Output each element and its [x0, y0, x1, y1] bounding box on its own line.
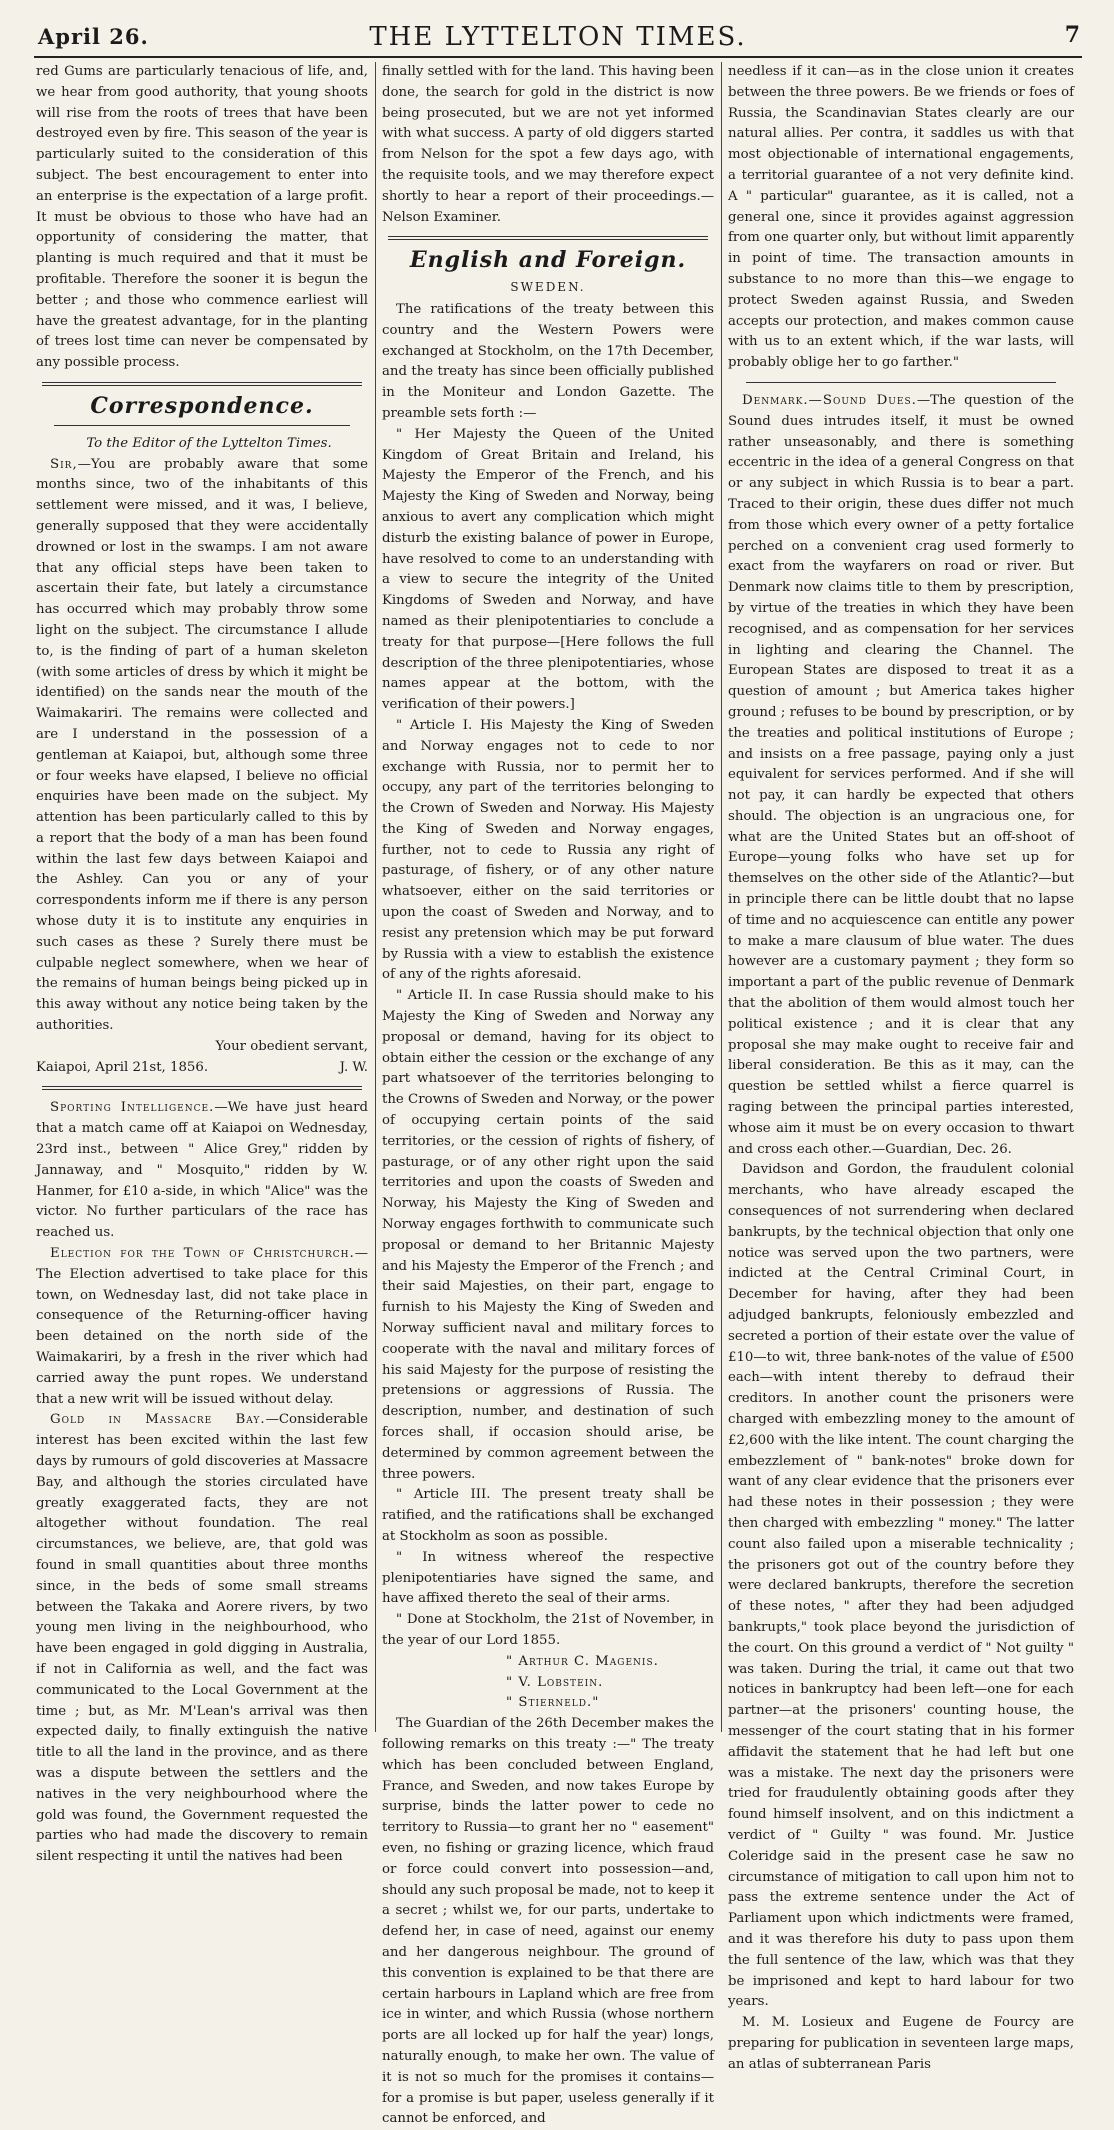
letter-salutation: Sir, — [50, 456, 78, 472]
treaty-witness: " In witness whereof the respective plenipotentiaries have signed the same, and have affixed thereto the seal of their arms. — [382, 1549, 714, 1607]
denmark-item — [728, 391, 1074, 1160]
treaty-preamble: " Her Majesty the Queen of the United Kingdom of Great Britain and Ireland, his Majesty the Emperor of the French, and his Majesty the King of Sweden and Norway, being anxious to avert any complication which might disturb the existing balance of power in Europe, have resolved to come to an understanding with a view to secure the integrity of the United Kingdoms of Sweden and Norway, and have named as their plenipotentiaries to conclude a treaty for that purpose—[Here follows the full description of the three plenipotentiaries, whose names appear at the bottom, with the verification of their powers.] — [382, 426, 714, 713]
column-3 — [728, 62, 1074, 2072]
denmark-heading: Denmark.—Sound Dues. — [742, 392, 917, 408]
ratification-text: The ratifications of the treaty between this country and the Western Powers were exchanged at Stockholm, on the 17th December, and the treaty has since been officially published in the Moniteur and London Gazette. The preamble sets forth :— — [382, 301, 714, 421]
letter-address: To the Editor of the Lyttelton Times. — [86, 435, 332, 451]
sporting-heading: Sporting Intelligence. — [50, 1100, 215, 1116]
section-rule — [388, 236, 708, 240]
gold-item-continued: finally settled with for the land. This having been done, the search for gold in the district is now being prosecuted, but we are not yet informed with what success. A party of old diggers started from Nelson for the spot a few days ago, with the requisite tools, and we may therefore expect shortly to hear a report of their proceedings.—Nelson Examiner. — [382, 64, 714, 225]
column-1 — [36, 62, 368, 1865]
guardian-remarks-continued: needless if it can—as in the close union it creates between the three powers. Be we friends or foes of Russia, the Scandinavian States clearly are our natural allies. Per contra, it saddles us with that most objectionable of international engagements, a territorial guarantee of a not very definite kind. A " particular" guarantee, as it is called, not a general one, since it provides against aggression from one quarter only, but without limit apparently in point of time. The transaction amounts in substance to no more than this—we engage to protect Sweden against Russia, and Sweden accepts our protection, and makes common cause with us to an extent which, if the war lasts, will probably oblige her to go farther." — [728, 64, 1074, 371]
election-item — [36, 1244, 368, 1410]
letter-closing: Your obedient servant, — [215, 1038, 368, 1054]
letter-body — [36, 455, 368, 1037]
davidson-gordon-item: Davidson and Gordon, the fraudulent colonial merchants, who have already escaped the consequences of not surrendering when declared bankrupts, by the technical objection that only one notice was served upon the two partners, were indicted at the Central Criminal Court, in December for having, after they had been adjudged bankrupts, feloniously embezzled and secreted a portion of their estate over the value of £10—to wit, three bank-notes of the value of £500 each—with intent thereby to defraud their creditors. In another count the prisoners were charged with embezzling money to the amount of £2,600 with the like intent. The count charging the embezzlement of " bank-notes" broke down for want of any clear evidence that the prisoners ever had these notes in their possession ; they were then charged with embezzling " money." The latter count also failed upon a miserable technicality ; the prisoners got out of the country before they were declared bankrupts, therefore the secretion of these notes, " after they had been adjudged bankrupts," took place beyond the jurisdiction of the court. On this ground a verdict of " Not guilty " was taken. During the trial, it came out that two notices in bankruptcy had been left—one for each partner—at the prisoners' counting house, the messenger of the court stating that in his former affidavit the statement that he had left but one was a mistake. The next day the prisoners were tried for fraudulently obtaining goods after they found himself insolvent, and on this indictment a verdict of " Guilty " was found. Mr. Justice Coleridge said in the present case he saw no circumstance of mitigation to call upon him not to pass the extreme sentence under the Act of Parliament upon which indictments were framed, and it was therefore his duty to pass upon them the full sentence of the law, which was that they be imprisoned and kept to hard labour for two years. — [728, 1162, 1074, 2010]
page-header — [30, 18, 1086, 52]
section-rule — [54, 425, 350, 426]
sporting-item — [36, 1098, 368, 1244]
election-text: —The Election advertised to take place for this town, on Wednesday last, did not take place in consequence of the Returning-officer having been detained on the north side of the Waimakariri, by a fresh in the river which had carried away the punt ropes. We understand that a new writ will be issued without delay. — [36, 1246, 368, 1407]
letter-initials: J. W. — [339, 1059, 368, 1075]
correspondence-heading: Correspondence. — [90, 392, 314, 419]
treaty-article-1: " Article I. His Majesty the King of Sweden and Norway engages not to cede to nor exchange with Russia, nor to permit her to occupy, any part of the territories belonging to the Crown of Sweden and Norway. His Majesty the King of Sweden and Norway engages, further, not to cede to Russia any right of pasturage, of fishery, or of any other nature whatsoever, either on the said territories or upon the coast of Sweden and Norway, and to resist any pretension which may be put forward by Russia with a view to establish the existence of any of the rights aforesaid. — [382, 717, 714, 983]
article-trees-text: red Gums are particularly tenacious of life, and, we hear from good authority, that young shoots will rise from the roots of trees that have been destroyed even by fire. This season of the year is particularly suited to the consideration of this subject. The best encouragement to enter into an enterprise is the expectation of a large profit. It must be obvious to those who have had an opportunity of considering the matter, that planting is much required and that it must be profitable. Therefore the sooner it is begun the better ; and those who commence earliest will have the greatest advantage, for in the planting of trees lost time can never be compensated by any possible process. — [36, 64, 368, 371]
english-foreign-heading: English and Foreign. — [409, 247, 687, 274]
section-rule — [42, 1086, 362, 1090]
letter-text: —You are probably aware that some months since, two of the inhabitants of this settlement were missed, and it was, I believe, generally supposed that they were accidentally drowned or lost in the swamps. I am not aware that any official steps have been taken to ascertain their fate, but lately a circumstance has occurred which may probably throw some light on the subject. The circumstance I allude to, is the finding of part of a human skeleton (with some articles of dress by which it might be identified) on the sands near the mouth of the Waimakariri. The remains were collected and are I understand in the possession of a gentleman at Kaiapoi, but, although some three or four weeks have elapsed, I believe no official enquiries have been made on the subject. My attention has been particularly called to this by a report that the body of a man has been found within the last few days between Kaiapoi and the Ashley. Can you or any of your correspondents inform me if there is any person whose duty it is to institute any enquiries in such cases as these ? Surely there must be culpable neglect somewhere, when we hear of the remains of human beings being picked up in this away without any notice being taken by the authorities. — [36, 456, 368, 1034]
section-rule — [42, 382, 362, 386]
letter-place-date: Kaiapoi, April 21st, 1856. — [36, 1059, 209, 1075]
section-rule — [746, 382, 1056, 383]
guardian-remarks: The Guardian of the 26th December makes the following remarks on this treaty :—" The treaty which has been concluded between England, France, and Sweden, and now takes Europe by surprise, binds the latter power to cede no territory to Russia—to grant her no " easement" even, no fishing or grazing licence, which fraud or force could convert into possession—and, should any such proposal be made, not to keep it a secret ; whilst we, for our parts, undertake to defend her, in case of need, against our enemy and her dangerous neighbour. The ground of this convention is explained to be that there are certain harbours in Lapland which are free from ice in winter, and which Russia (whose northern ports are all locked up for half the year) longs, naturally enough, to make her own. The value of it is not so much for the promises it contains—for a promise is but paper, useless generally if it cannot be enforced, and — [382, 1716, 714, 2127]
letter-signature — [36, 1058, 368, 1079]
sweden-heading: SWEDEN. — [510, 280, 586, 295]
treaty-article-2: " Article II. In case Russia should make to his Majesty the King of Sweden and Norway any proposal or demand, having for its object to obtain either the cession or the exchange of any part whatsoever of the territories belonging to the Crowns of Sweden and Norway, or the power of occupying certain points of the said territories, or the cession of rights of fishery, of pasturage, or of any other right upon the said territories and upon the coasts of Sweden and Norway, his Majesty the King of Sweden and Norway engages forthwith to communicate such proposal or demand to her Britannic Majesty and his Majesty the Emperor of the French ; and their said Majesties, on their part, engage to furnish to his Majesty the King of Sweden and Norway sufficient naval and military forces to cooperate with the naval and military forces of his said Majesty for the purpose of resisting the pretensions or aggressions of Russia. The description, number, and destination of such forces shall, if occasion should arise, be determined by common agreement between the three powers. — [382, 988, 714, 1482]
treaty-done: " Done at Stockholm, the 21st of November, in the year of our Lord 1855. — [382, 1612, 714, 1648]
denmark-text: —The question of the Sound dues intrudes itself, it must be owned rather unseasonably, and there is something eccentric in the idea of a general Congress on that or any subject in which Russia is to bear a part. Traced to their origin, these dues differ not much from those which every owner of a petty fortalice perched on a convenient crag used formerly to exact from the wayfarers on road or river. But Denmark now claims title to them by prescription, by virtue of the treaties in which they have been recognised, and as compensation for her services in lighting and clearing the Channel. The European States are disposed to treat it as a question of amount ; but America takes higher ground ; refuses to be bound by prescription, or by the treaties and political institutions of Europe ; and insists on a free passage, paying only a just equivalent for services performed. And if she will not pay, it can hardly be expected that others should. The objection is an ungracious one, for what are the United States but an off-shoot of Europe—young folks who have set up for themselves on the other side of the Atlantic?—but in principle there can be little doubt that no lapse of time and no acquiescence can entitle any power to make a mare clausum of blue water. The dues however are a customary payment ; they form so important a part of the public revenue of Denmark that the abolition of them would almost touch her political existence ; and it is clear that any proposal she may make ought to receive fair and liberal consideration. Be this as it may, can the question be settled whilst a fierce quarrel is raging between the principal parties interested, whose aim it must be on every occasion to thwart and cross each other.—Guardian, Dec. 26. — [728, 392, 1074, 1157]
column-rule — [721, 62, 722, 1732]
treaty-article-3: " Article III. The present treaty shall be ratified, and the ratifications shall be exchanged at Stockholm as soon as possible. — [382, 1487, 714, 1544]
paris-atlas-item: M. M. Losieux and Eugene de Fourcy are preparing for publication in seventeen large maps, an atlas of subterranean Paris — [728, 2015, 1074, 2072]
gold-text: —Considerable interest has been excited within the last few days by rumours of gold discoveries at Massacre Bay, and although the stories circulated have greatly exaggerated facts, they are not altogether without foundation. The real circumstances, we believe, are, that gold was found in small quantities about three months since, in the beds of some small streams between the Takaka and Aorere rivers, by two young men living in the neighbourhood, who have been engaged in gold digging in Australia, if not in California as well, and the fact was communicated to the Local Government at the time ; but, as Mr. M'Lean's arrival was then expected daily, to finally extinguish the native title to all the land in the province, and as there was a dispute between the settlers and the natives in the very neighbourhood where the gold was found, the Government requested the parties who had made the discovery to remain silent respecting it until the natives had been — [36, 1412, 368, 1865]
header-rule — [34, 56, 1082, 58]
treaty-signatory: " V. Lobstein. — [506, 1674, 604, 1690]
gold-heading: Gold in Massacre Bay. — [50, 1412, 266, 1428]
sporting-text: —We have just heard that a match came off at Kaiapoi on Wednesday, 23rd inst., between " Alice Grey," ridden by Jannaway, and " Mosquito," ridden by W. Hanmer, for £10 a-side, in which "Alice" was the victor. No further particulars of the race has reached us. — [36, 1100, 368, 1241]
election-heading: Election for the Town of Christchurch. — [50, 1246, 355, 1262]
gold-item — [36, 1410, 368, 1868]
issue-date: April 26. — [38, 24, 149, 49]
column-rule — [375, 62, 376, 1732]
treaty-signatory: " Stierneld." — [506, 1695, 600, 1711]
column-2 — [382, 62, 714, 2127]
page-number: 7 — [1064, 22, 1080, 48]
newspaper-title: THE LYTTELTON TIMES. — [369, 22, 747, 52]
treaty-signatory: " Arthur C. Magenis. — [506, 1653, 659, 1669]
